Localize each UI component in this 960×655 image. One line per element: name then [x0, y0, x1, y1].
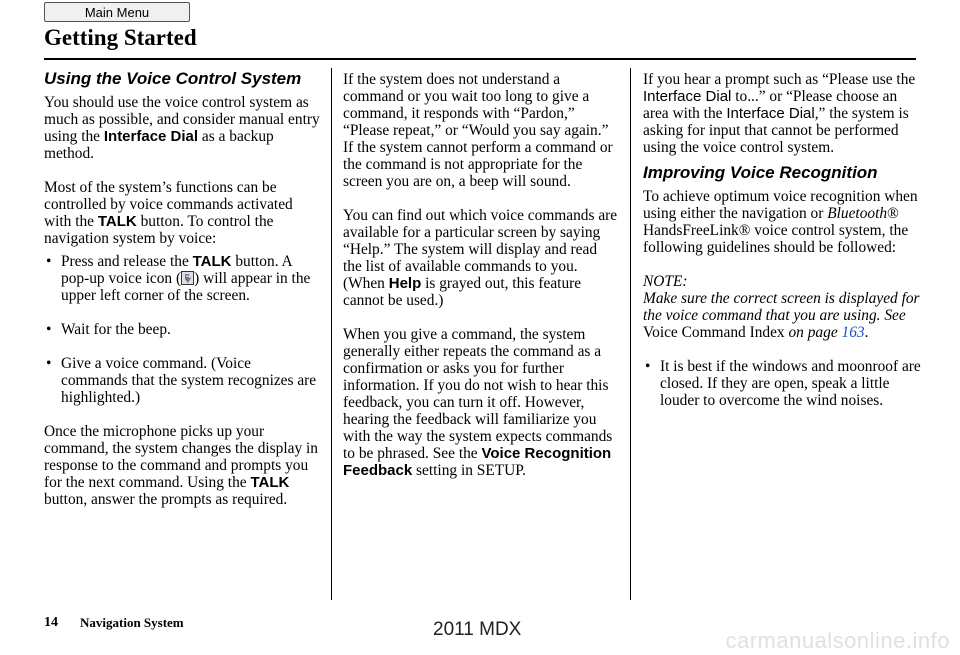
- note-text: Make sure the correct screen is displayed for the voice command that you are using. See Voice Command Index on page 163.: [643, 290, 920, 341]
- note-label: NOTE:: [643, 273, 688, 290]
- paragraph: When you give a command, the system generally either repeats the command as a confirmation or asks you for further information. If you do not wish to hear this feedback, you can turn it off. However, hearing the feedback will familiarize you with the way the system expects commands to be phrased. See the Voice Recognition Feedback setting in SETUP.: [343, 326, 613, 479]
- paragraph: Once the microphone picks up your command, the system changes the display in response to the command and prompts you for the next command. Using the TALK button, answer the prompts as required.: [44, 423, 318, 508]
- list-item: • Press and release the TALK button. A pop-up voice icon ( ) will appear in the upper left corner of the screen.: [44, 253, 320, 304]
- footer-model: 2011 MDX: [433, 619, 522, 640]
- paragraph: If you hear a prompt such as “Please use the Interface Dial to...” or “Please choose an area with the Interface Dial,” the system is asking for input that cannot be performed using the voice control system.: [643, 71, 916, 156]
- main-menu-button[interactable]: Main Menu: [44, 2, 190, 22]
- paragraph: To achieve optimum voice recognition when using either the navigation or Bluetooth® HandsFreeLink® voice control system, the following guidelines should be followed:: [643, 188, 918, 256]
- page-link-163[interactable]: 163: [841, 324, 865, 341]
- paragraph: If the system does not understand a command or you wait too long to give a command, it responds with “Pardon,” “Please repeat,” or “Would you say again.” If the system cannot perform a command or the command is not appropriate for the screen you are on, a beep will sound.: [343, 71, 613, 190]
- instruction-list: [44, 253, 320, 406]
- list-item: • It is best if the windows and moonroof are closed. If they are open, speak a little louder to overcome the wind noises.: [643, 358, 923, 409]
- footer-section-name: Navigation System: [80, 615, 184, 630]
- column-1: [44, 68, 320, 525]
- section-heading-voice-control: Using the Voice Control System: [44, 69, 302, 88]
- column-2: [343, 71, 619, 496]
- column-divider-1: [331, 68, 332, 600]
- list-item: • Wait for the beep.: [44, 321, 320, 338]
- voice-icon: [181, 271, 194, 285]
- section-heading-improving-recognition: Improving Voice Recognition: [643, 163, 878, 182]
- paragraph: Most of the system’s functions can be controlled by voice commands activated with the TALK button. To control the navigation system by voice:: [44, 179, 293, 247]
- paragraph: You should use the voice control system as much as possible, and consider manual entry using the Interface Dial as a backup method.: [44, 94, 320, 162]
- column-divider-2: [630, 68, 631, 600]
- page-number: 14: [44, 615, 58, 630]
- page-title: Getting Started: [44, 25, 197, 50]
- list-item: • Give a voice command. (Voice commands that the system recognizes are highlighted.): [44, 355, 320, 406]
- paragraph: You can find out which voice commands are available for a particular screen by saying “Help.” The system will display and read the list of available commands to you. (When Help is grayed out, this feature cannot be used.): [343, 207, 618, 309]
- watermark: carmanualsonline.info: [725, 628, 950, 653]
- column-3: [643, 71, 923, 426]
- guideline-list: [643, 358, 923, 409]
- title-divider: [44, 58, 916, 60]
